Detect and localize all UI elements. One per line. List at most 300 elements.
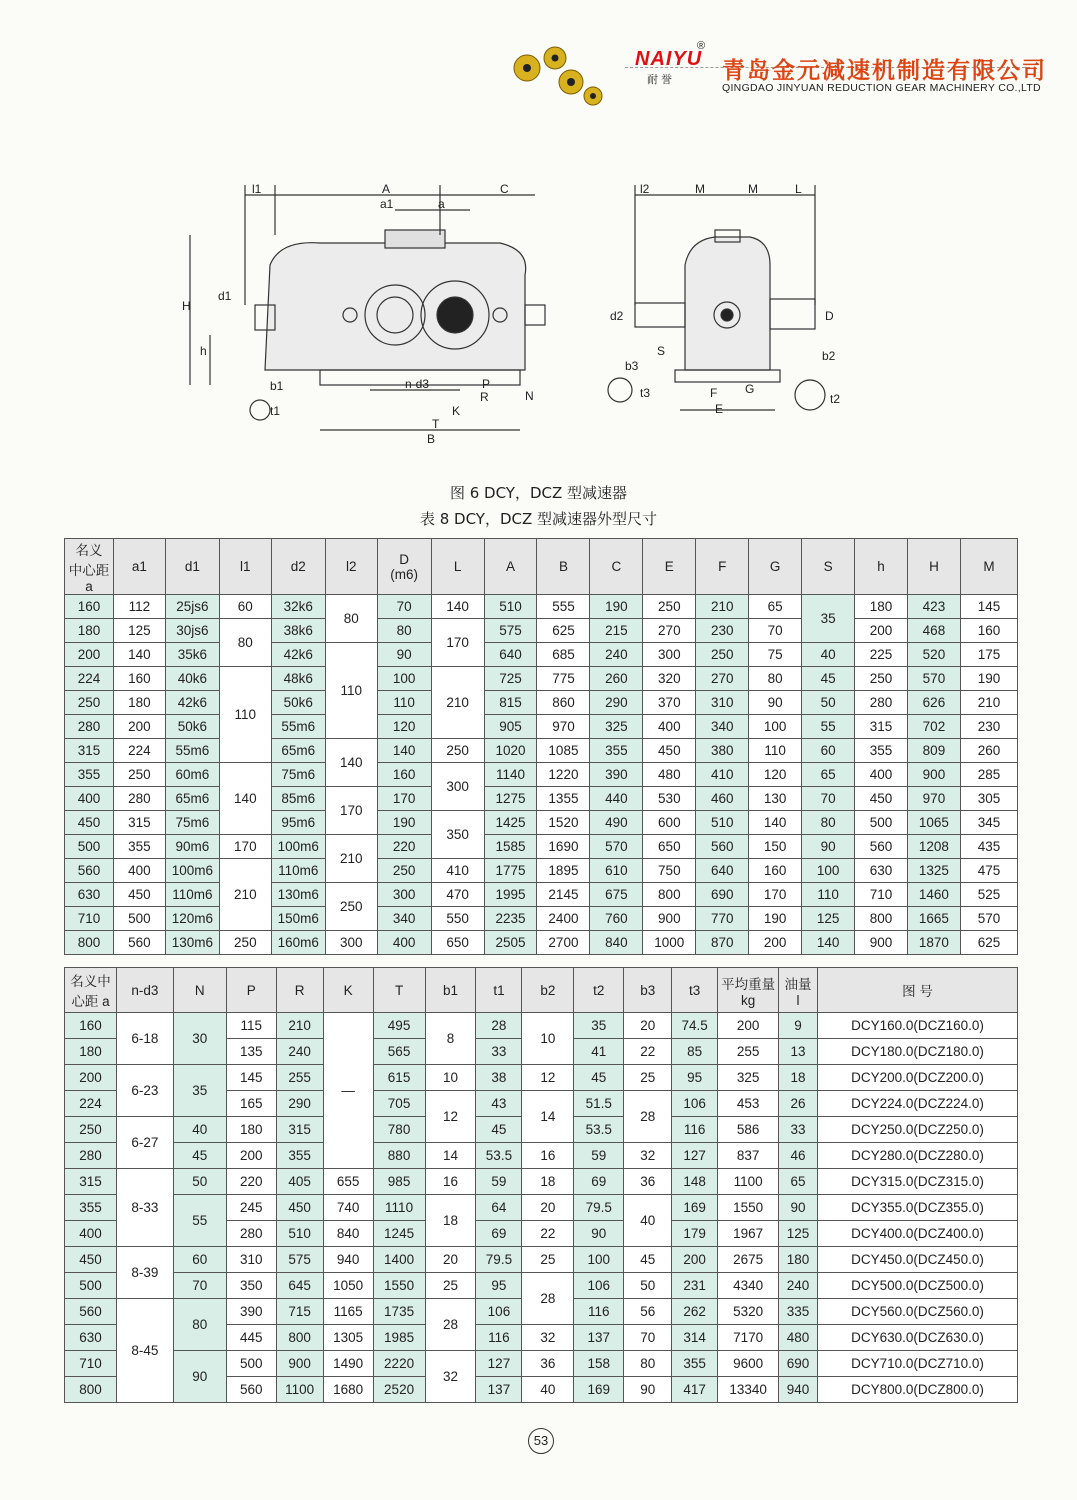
table2-cell: 224 <box>65 1091 117 1117</box>
dim-label-M1: M <box>695 182 705 196</box>
table2-cell: 180 <box>226 1117 276 1143</box>
table1-cell: 65m6 <box>165 787 219 811</box>
table1-cell: 280 <box>113 787 165 811</box>
table2-cell: 56 <box>624 1299 672 1325</box>
table1-cell: 650 <box>431 931 484 955</box>
table1-cell: 145 <box>960 595 1017 619</box>
table1-cell: 475 <box>960 859 1017 883</box>
table2-cell: 18 <box>779 1065 818 1091</box>
table-row <box>65 883 1018 907</box>
table1-cell: 100 <box>377 667 431 691</box>
table2-cell: 65 <box>779 1169 818 1195</box>
table1-cell: 1460 <box>907 883 960 907</box>
table1-cell: 48k6 <box>271 667 325 691</box>
table-row <box>65 667 1018 691</box>
table2-cell: 2520 <box>373 1377 425 1403</box>
table2-cell: 90 <box>173 1351 226 1403</box>
table1-cell: 710 <box>65 907 114 931</box>
table1-cell: 190 <box>960 667 1017 691</box>
table2-cell: 1100 <box>718 1169 779 1195</box>
table1-header-cell: C <box>590 539 643 595</box>
table2-cell: 16 <box>522 1143 574 1169</box>
table1-cell: 760 <box>590 907 643 931</box>
table2-cell: 90 <box>624 1377 672 1403</box>
table1-cell: 45 <box>802 667 855 691</box>
dim-label-A: A <box>382 182 391 196</box>
table1-cell: 42k6 <box>271 643 325 667</box>
dim-label-h: h <box>200 344 207 358</box>
table2-cell: 45 <box>624 1247 672 1273</box>
dim-label-b1: b1 <box>270 379 284 393</box>
table1-cell: 140 <box>113 643 165 667</box>
table2-cell: 69 <box>476 1221 522 1247</box>
table1-cell: 140 <box>749 811 802 835</box>
table1-cell: 1085 <box>537 739 590 763</box>
table1-cell: 400 <box>643 715 696 739</box>
table1-header-cell: d2 <box>271 539 325 595</box>
table1-cell: 625 <box>960 931 1017 955</box>
table1-cell: 110 <box>377 691 431 715</box>
dim-label-C: C <box>500 182 509 196</box>
table1-cell: 224 <box>113 739 165 763</box>
table2-cell: 70 <box>624 1325 672 1351</box>
table2-cell: 1245 <box>373 1221 425 1247</box>
table-row <box>65 1013 1018 1039</box>
table1-cell: 510 <box>484 595 537 619</box>
table2-cell: 500 <box>226 1351 276 1377</box>
table1-cell: 210 <box>960 691 1017 715</box>
table2-cell: 14 <box>425 1143 476 1169</box>
table2-cell: 95 <box>672 1065 718 1091</box>
table1-cell: 355 <box>855 739 908 763</box>
table2-cell: 9600 <box>718 1351 779 1377</box>
table1-cell: 355 <box>113 835 165 859</box>
table1-cell: 110m6 <box>165 883 219 907</box>
table2-header-cell: 平均重量 kg <box>718 968 779 1013</box>
table-row <box>65 859 1018 883</box>
table2-cell: 453 <box>718 1091 779 1117</box>
dim-label-l1: l1 <box>252 182 262 196</box>
table2-cell: 445 <box>226 1325 276 1351</box>
table2-cell: 53.5 <box>574 1117 624 1143</box>
table2-cell: 59 <box>476 1169 522 1195</box>
table1-cell: 450 <box>855 787 908 811</box>
table1-cell: 300 <box>643 643 696 667</box>
table2-cell: 12 <box>425 1091 476 1143</box>
table1-header-cell: F <box>696 539 749 595</box>
table2-cell: 32 <box>425 1351 476 1403</box>
table-row <box>65 787 1018 811</box>
table1-cell: 130m6 <box>165 931 219 955</box>
table2-cell: 116 <box>476 1325 522 1351</box>
table1-cell: 35 <box>802 595 855 643</box>
table1-cell: 65m6 <box>271 739 325 763</box>
table2-header-cell: P <box>226 968 276 1013</box>
table1-cell: 1020 <box>484 739 537 763</box>
table1-cell: 180 <box>65 619 114 643</box>
table2-cell: 28 <box>425 1299 476 1351</box>
table1-cell: 225 <box>855 643 908 667</box>
dim-label-d2: d2 <box>610 309 624 323</box>
table1-cell: 100m6 <box>165 859 219 883</box>
table1-cell: 120 <box>749 763 802 787</box>
table2-cell: 45 <box>173 1143 226 1169</box>
table2-cell: 80 <box>173 1299 226 1351</box>
table1-cell: 710 <box>855 883 908 907</box>
table2-cell: DCY400.0(DCZ400.0) <box>818 1221 1018 1247</box>
table2-cell: 179 <box>672 1221 718 1247</box>
table2-cell: 13 <box>779 1039 818 1065</box>
table2-cell: 262 <box>672 1299 718 1325</box>
table2-cell: 50 <box>624 1273 672 1299</box>
table1-cell: 560 <box>855 835 908 859</box>
table2-cell: 250 <box>65 1117 117 1143</box>
table1-cell: 90 <box>749 691 802 715</box>
table1-cell: 112 <box>113 595 165 619</box>
table2-cell: 715 <box>276 1299 323 1325</box>
table1-cell: 860 <box>537 691 590 715</box>
table-row <box>65 715 1018 739</box>
table2-cell: 5320 <box>718 1299 779 1325</box>
table1-cell: 160 <box>377 763 431 787</box>
table1-cell: 800 <box>643 883 696 907</box>
table1-cell: 410 <box>431 859 484 883</box>
table-row <box>65 643 1018 667</box>
table1-cell: 30js6 <box>165 619 219 643</box>
table2-cell: 85 <box>672 1039 718 1065</box>
table1-cell: 570 <box>590 835 643 859</box>
table1-cell: 60 <box>802 739 855 763</box>
table2-cell: 240 <box>779 1273 818 1299</box>
table2-cell: DCY800.0(DCZ800.0) <box>818 1377 1018 1403</box>
table2-cell: 69 <box>574 1169 624 1195</box>
table2-cell: DCY280.0(DCZ280.0) <box>818 1143 1018 1169</box>
table2-cell: 280 <box>65 1143 117 1169</box>
table1-header-cell: G <box>749 539 802 595</box>
table1-cell: 340 <box>696 715 749 739</box>
table-row <box>65 835 1018 859</box>
table-row <box>65 1273 1018 1299</box>
table1-cell: 250 <box>855 667 908 691</box>
table2-cell: 586 <box>718 1117 779 1143</box>
table2-cell: 310 <box>226 1247 276 1273</box>
table2-cell: 565 <box>373 1039 425 1065</box>
table1-cell: 800 <box>855 907 908 931</box>
table2-cell: 2675 <box>718 1247 779 1273</box>
table1-cell: 800 <box>65 931 114 955</box>
table2-header-row <box>65 968 1018 1013</box>
table1-cell: 75m6 <box>165 811 219 835</box>
table1-cell: 290 <box>590 691 643 715</box>
table1-cell: 570 <box>907 667 960 691</box>
table2-cell: 169 <box>574 1377 624 1403</box>
table2-cell: 32 <box>522 1325 574 1351</box>
table2-cell: 1305 <box>323 1325 373 1351</box>
table2-header-cell: b1 <box>425 968 476 1013</box>
table1-cell: 500 <box>65 835 114 859</box>
table1-cell: 560 <box>696 835 749 859</box>
table1-cell: 65 <box>749 595 802 619</box>
table2-cell: 940 <box>779 1377 818 1403</box>
table1-cell: 525 <box>960 883 1017 907</box>
table1-cell: 2700 <box>537 931 590 955</box>
table1-cell: 40k6 <box>165 667 219 691</box>
table1-cell: 240 <box>590 643 643 667</box>
dim-label-L: L <box>795 182 802 196</box>
table1-cell: 250 <box>65 691 114 715</box>
table-row <box>65 907 1018 931</box>
table2-cell: 180 <box>65 1039 117 1065</box>
table1-cell: 160 <box>960 619 1017 643</box>
table1-cell: 210 <box>325 835 377 883</box>
dim-label-D: D <box>825 309 834 323</box>
table1-cell: 1425 <box>484 811 537 835</box>
table2-cell: 106 <box>574 1273 624 1299</box>
table1-cell: 575 <box>484 619 537 643</box>
table2-cell: 64 <box>476 1195 522 1221</box>
table1-cell: 560 <box>113 931 165 955</box>
table1-cell: 1065 <box>907 811 960 835</box>
table1-cell: 1520 <box>537 811 590 835</box>
table1-cell: 970 <box>907 787 960 811</box>
table2-cell: 500 <box>65 1273 117 1299</box>
table2-cell: 45 <box>476 1117 522 1143</box>
table1-cell: 650 <box>643 835 696 859</box>
table2-cell: 335 <box>779 1299 818 1325</box>
table1-cell: 450 <box>113 883 165 907</box>
table-row <box>65 595 1018 619</box>
table2-header-cell: t2 <box>574 968 624 1013</box>
table2-cell: 560 <box>65 1299 117 1325</box>
table2-cell: 43 <box>476 1091 522 1117</box>
table1-cell: 160 <box>113 667 165 691</box>
table1-cell: 130m6 <box>271 883 325 907</box>
table2-cell: 355 <box>276 1143 323 1169</box>
table2-cell: DCY315.0(DCZ315.0) <box>818 1169 1018 1195</box>
table2-header-cell: 油量 l <box>779 968 818 1013</box>
table1-cell: 180 <box>855 595 908 619</box>
table2-cell: 1400 <box>373 1247 425 1273</box>
table2-cell: 79.5 <box>476 1247 522 1273</box>
table2-cell: 1050 <box>323 1273 373 1299</box>
table2-cell: 390 <box>226 1299 276 1325</box>
dim-label-t3: t3 <box>640 386 651 400</box>
table1-header-cell: h <box>855 539 908 595</box>
table2-cell: 59 <box>574 1143 624 1169</box>
table1-cell: 80 <box>377 619 431 643</box>
table1-cell: 2235 <box>484 907 537 931</box>
table1-cell: 85m6 <box>271 787 325 811</box>
table-row <box>65 1247 1018 1273</box>
dim-label-H: H <box>182 299 191 313</box>
table2-cell: 400 <box>65 1221 117 1247</box>
table1-cell: 400 <box>113 859 165 883</box>
table1-cell: 1325 <box>907 859 960 883</box>
table2-cell: 40 <box>624 1195 672 1247</box>
table1-cell: 200 <box>855 619 908 643</box>
table1-cell: 60m6 <box>165 763 219 787</box>
table1-cell: 210 <box>696 595 749 619</box>
table1-cell: 490 <box>590 811 643 835</box>
table-row <box>65 931 1018 955</box>
table1-cell: 400 <box>65 787 114 811</box>
table-row <box>65 1143 1018 1169</box>
table1-cell: 150m6 <box>271 907 325 931</box>
table1-cell: 270 <box>643 619 696 643</box>
table1-cell: 140 <box>431 595 484 619</box>
table2-cell: 940 <box>323 1247 373 1273</box>
table1-cell: 170 <box>377 787 431 811</box>
table2-cell: 115 <box>226 1013 276 1039</box>
table2-cell: 840 <box>323 1221 373 1247</box>
table2-cell: 6-27 <box>116 1117 173 1169</box>
table2-cell: 116 <box>672 1117 718 1143</box>
table1-cell: 190 <box>749 907 802 931</box>
table1-cell: 2400 <box>537 907 590 931</box>
table1-cell: 230 <box>960 715 1017 739</box>
table1-cell: 900 <box>907 763 960 787</box>
table2-cell: 125 <box>779 1221 818 1247</box>
table2-cell: 900 <box>276 1351 323 1377</box>
table1-cell: 120 <box>377 715 431 739</box>
table1-cell: 170 <box>219 835 271 859</box>
page-header <box>0 30 1077 110</box>
dimensions-table <box>64 538 1018 955</box>
dim-label-T: T <box>432 417 440 431</box>
table1-cell: 280 <box>65 715 114 739</box>
table2-cell: 200 <box>226 1143 276 1169</box>
table1-cell: 55m6 <box>165 739 219 763</box>
company-name-en: QINGDAO JINYUAN REDUCTION GEAR MACHINERY CO.,LTD <box>722 82 1041 94</box>
table2-cell: 417 <box>672 1377 718 1403</box>
table1-cell: 170 <box>749 883 802 907</box>
table2-cell: 22 <box>522 1221 574 1247</box>
table2-cell: 55 <box>173 1195 226 1247</box>
table-row <box>65 739 1018 763</box>
table1-cell: 80 <box>219 619 271 667</box>
table2-cell: DCY355.0(DCZ355.0) <box>818 1195 1018 1221</box>
table1-cell: 160m6 <box>271 931 325 955</box>
dim-label-R: R <box>480 390 489 404</box>
table2-cell: 8-39 <box>116 1247 173 1299</box>
table2-cell: 7170 <box>718 1325 779 1351</box>
table1-cell: 200 <box>113 715 165 739</box>
table1-cell: 95m6 <box>271 811 325 835</box>
table1-cell: 60 <box>219 595 271 619</box>
table2-cell: 2220 <box>373 1351 425 1377</box>
table1-cell: 555 <box>537 595 590 619</box>
table1-cell: 690 <box>696 883 749 907</box>
table2-cell: 25 <box>425 1273 476 1299</box>
table2-cell: 116 <box>574 1299 624 1325</box>
table2-cell: DCY450.0(DCZ450.0) <box>818 1247 1018 1273</box>
table2-cell: 53.5 <box>476 1143 522 1169</box>
table2-cell: 25 <box>522 1247 574 1273</box>
table2-cell: 231 <box>672 1273 718 1299</box>
table2-cell: 710 <box>65 1351 117 1377</box>
table1-cell: 110m6 <box>271 859 325 883</box>
table2-header-cell: n-d3 <box>116 968 173 1013</box>
table1-cell: 450 <box>643 739 696 763</box>
table1-cell: 110 <box>219 667 271 763</box>
table2-cell: 95 <box>476 1273 522 1299</box>
table1-cell: 440 <box>590 787 643 811</box>
table1-cell: 250 <box>377 859 431 883</box>
table2-cell: 46 <box>779 1143 818 1169</box>
table1-cell: 80 <box>802 811 855 835</box>
table1-cell: 50 <box>802 691 855 715</box>
table2-cell: 28 <box>624 1091 672 1143</box>
table2-cell: 35 <box>574 1013 624 1039</box>
table1-cell: 40 <box>802 643 855 667</box>
table2-cell: 36 <box>522 1351 574 1377</box>
table1-cell: 1220 <box>537 763 590 787</box>
table1-cell: 50k6 <box>165 715 219 739</box>
table2-cell: 315 <box>276 1117 323 1143</box>
table1-cell: 1208 <box>907 835 960 859</box>
table1-cell: 1995 <box>484 883 537 907</box>
table2-cell: 405 <box>276 1169 323 1195</box>
table2-cell: 1967 <box>718 1221 779 1247</box>
table1-cell: 125 <box>113 619 165 643</box>
table1-cell: 905 <box>484 715 537 739</box>
brand-sub: 耐 誉 <box>647 74 673 86</box>
table1-cell: 110 <box>325 643 377 739</box>
table1-cell: 1895 <box>537 859 590 883</box>
table-row <box>65 1351 1018 1377</box>
table2-cell: 560 <box>226 1377 276 1403</box>
table1-cell: 230 <box>696 619 749 643</box>
table2-cell: 26 <box>779 1091 818 1117</box>
table2-cell: 8-45 <box>116 1299 173 1403</box>
table-row <box>65 691 1018 715</box>
table1-cell: 550 <box>431 907 484 931</box>
table2-cell: 510 <box>276 1221 323 1247</box>
table1-cell: 370 <box>643 691 696 715</box>
table2-cell: 38 <box>476 1065 522 1091</box>
table1-cell: 25js6 <box>165 595 219 619</box>
table1-cell: 150 <box>749 835 802 859</box>
table2-cell: DCY710.0(DCZ710.0) <box>818 1351 1018 1377</box>
table1-cell: 725 <box>484 667 537 691</box>
table1-cell: 450 <box>65 811 114 835</box>
table1-cell: 75m6 <box>271 763 325 787</box>
dim-label-t1: t1 <box>270 404 281 418</box>
table2-cell: 1550 <box>718 1195 779 1221</box>
table1-cell: 530 <box>643 787 696 811</box>
table2-cell: 615 <box>373 1065 425 1091</box>
table1-cell: 1585 <box>484 835 537 859</box>
table1-cell: 200 <box>65 643 114 667</box>
table1-cell: 350 <box>431 811 484 859</box>
table2-cell: DCY224.0(DCZ224.0) <box>818 1091 1018 1117</box>
dim-label-t2: t2 <box>830 392 841 406</box>
table1-cell: 305 <box>960 787 1017 811</box>
table1-header-cell: a1 <box>113 539 165 595</box>
table2-header-cell: K <box>323 968 373 1013</box>
table1-cell: 1000 <box>643 931 696 955</box>
table2-cell: 630 <box>65 1325 117 1351</box>
table2-header-cell: b2 <box>522 968 574 1013</box>
table2-cell: 158 <box>574 1351 624 1377</box>
table1-cell: 900 <box>643 907 696 931</box>
table2-cell: 90 <box>779 1195 818 1221</box>
page-number: 53 <box>528 1428 554 1454</box>
table1-cell: 220 <box>377 835 431 859</box>
table1-cell: 630 <box>855 859 908 883</box>
table1-cell: 423 <box>907 595 960 619</box>
table1-cell: 120m6 <box>165 907 219 931</box>
